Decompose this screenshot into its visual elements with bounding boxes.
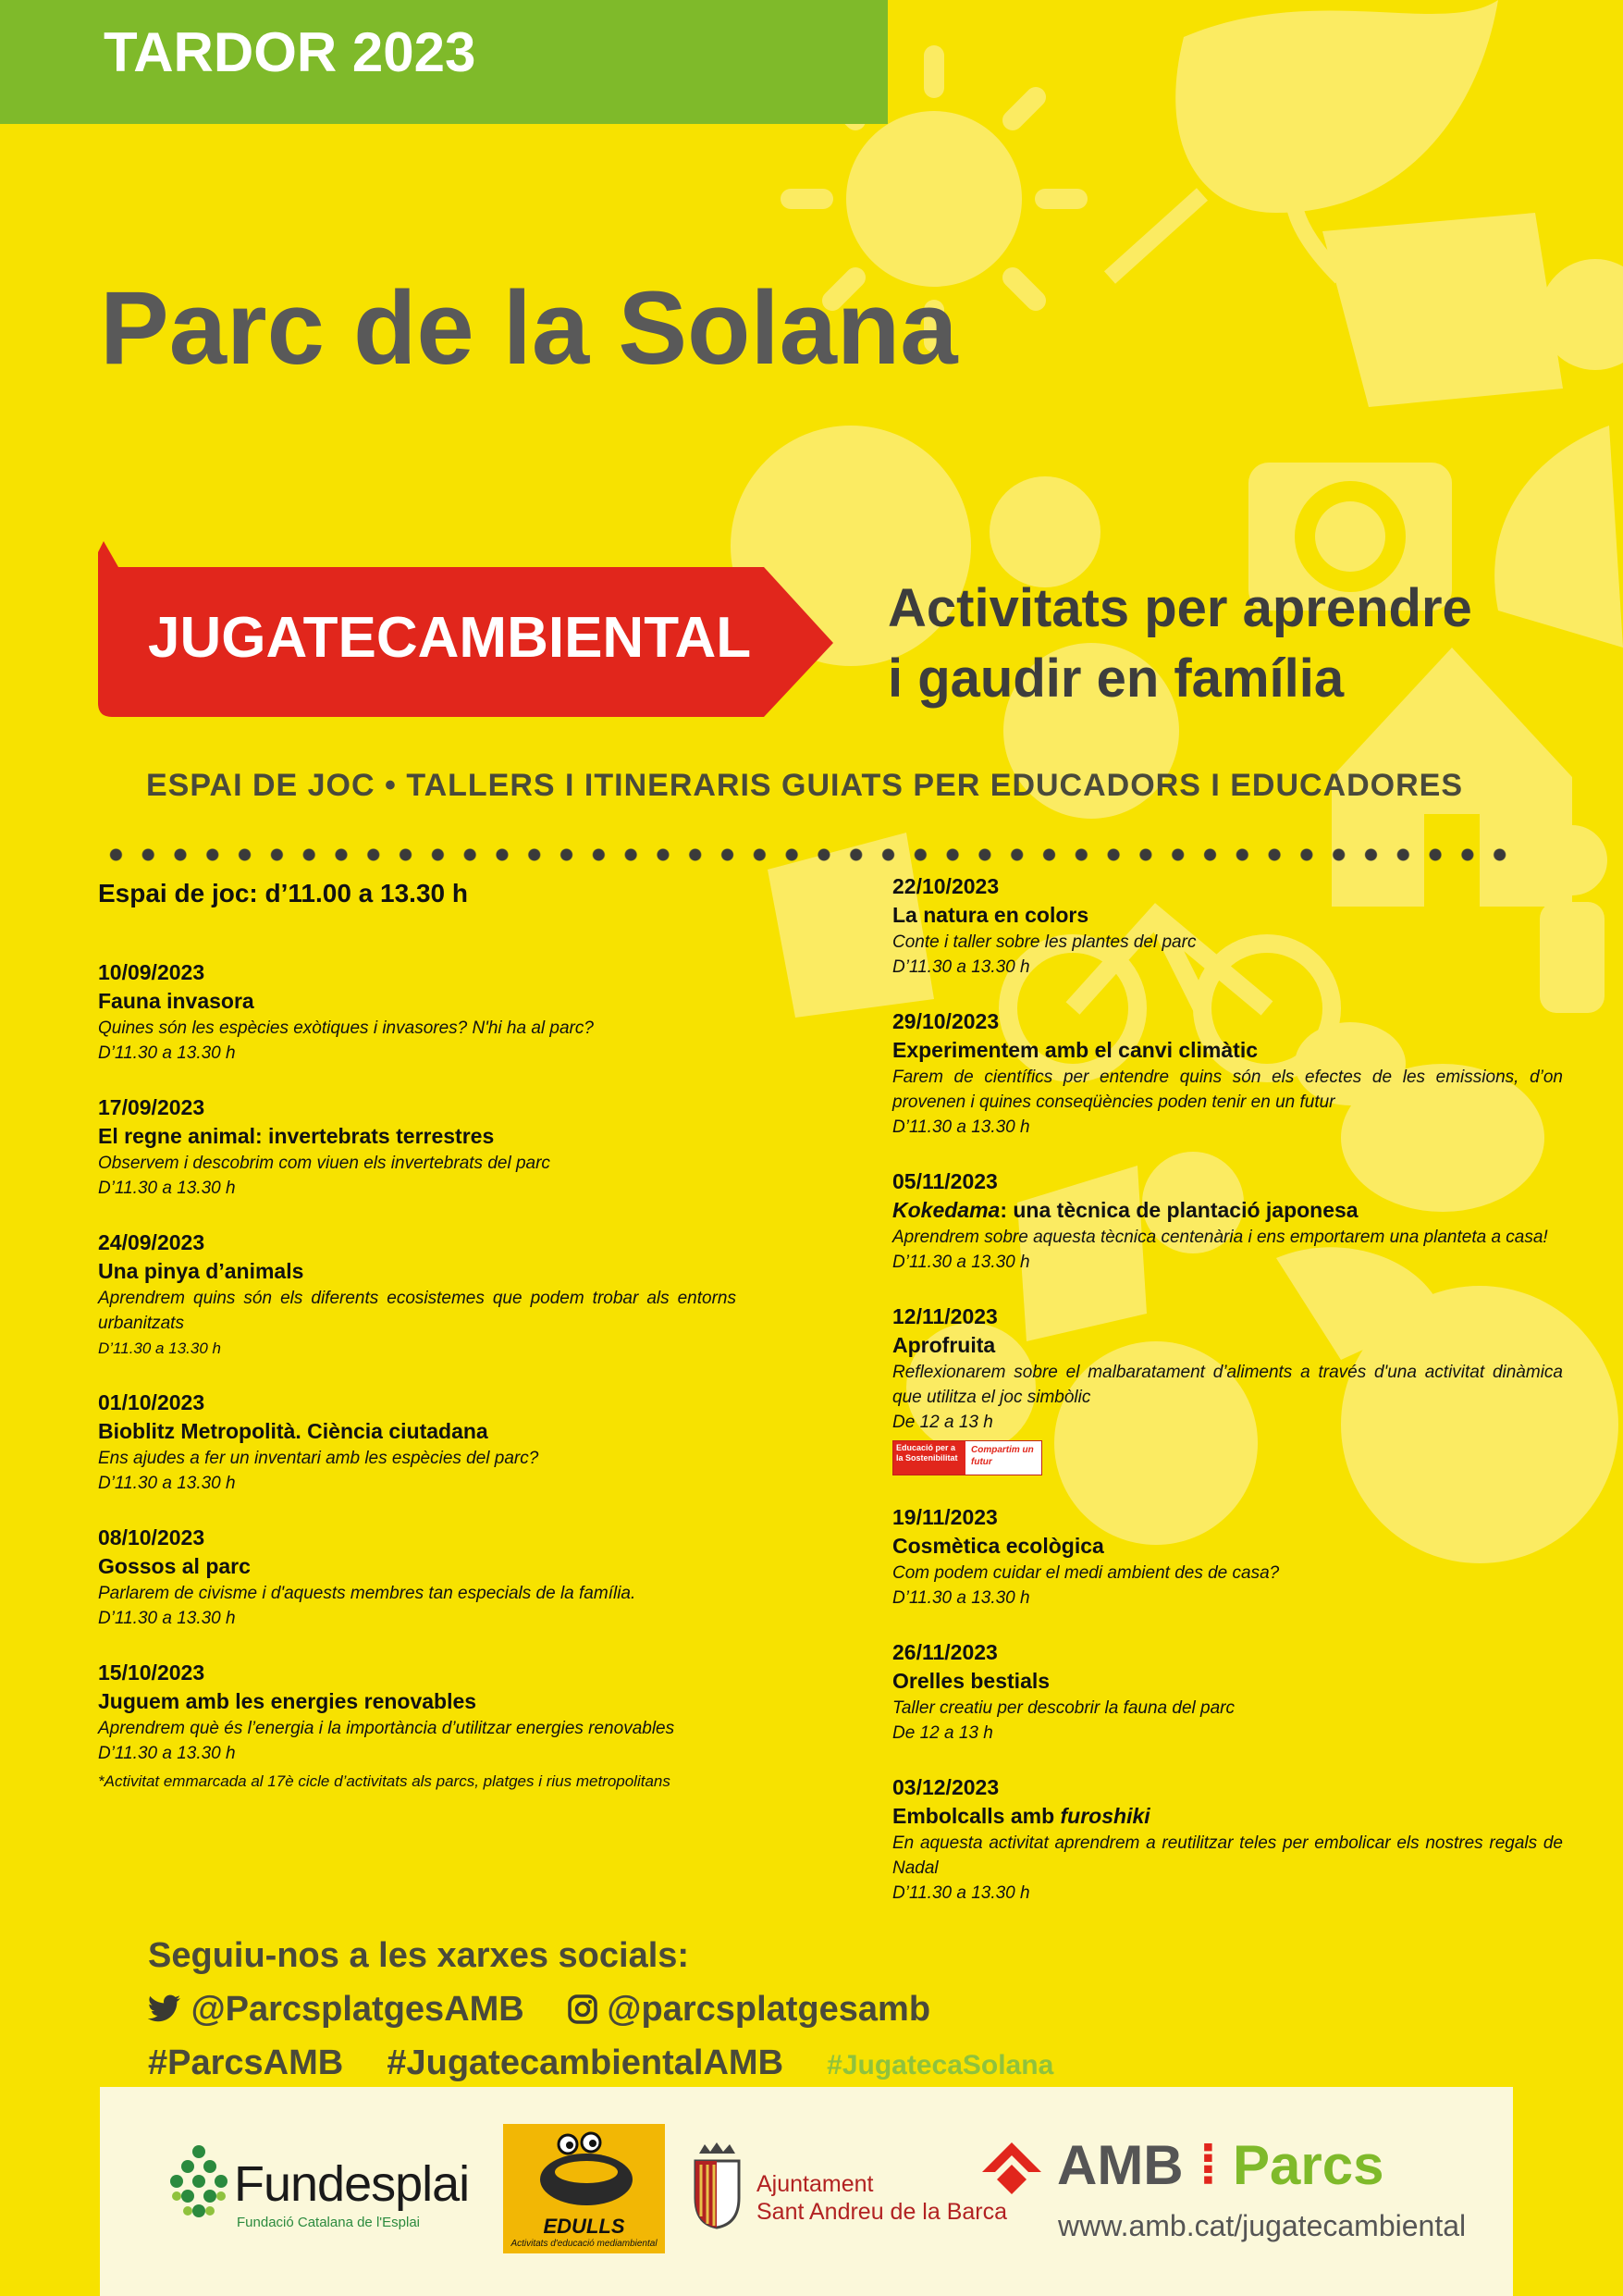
social-accounts	[148, 1982, 1053, 2036]
badge-slogan: Compartim un futur	[971, 1445, 1034, 1467]
event-item	[892, 1773, 1563, 1906]
event-description: En aquesta activitat aprendrem a reutilitzar teles per embolicar els nostres regals de Nadal	[892, 1833, 1563, 1878]
event-title: Gossos al parc	[98, 1554, 251, 1578]
event-title-pre: Embolcalls amb	[892, 1804, 1061, 1828]
edulls-logo	[503, 2124, 665, 2253]
event-time: De 12 a 13 h	[892, 1413, 993, 1432]
event-description: Aprendrem què és l’energia i la importància d’utilitzar energies renovables	[98, 1719, 675, 1738]
event-item	[892, 1302, 1563, 1475]
event-time: D’11.30 a 13.30 h	[892, 957, 1030, 977]
event-item	[98, 958, 736, 1066]
amb-url-link[interactable]: www.amb.cat/jugatecambiental	[1058, 2209, 1467, 2242]
event-item	[98, 1524, 736, 1631]
event-date: 29/10/2023	[892, 1009, 1000, 1033]
event-title: Orelles bestials	[892, 1669, 1051, 1693]
event-time: D’11.30 a 13.30 h	[98, 1179, 236, 1198]
page-title: Parc de la Solana	[100, 270, 958, 386]
event-date: 05/11/2023	[892, 1169, 998, 1193]
hashtag[interactable]: #JugatecambientalAMB	[387, 2043, 784, 2082]
event-description: Taller creatiu per descobrir la fauna del parc	[892, 1698, 1235, 1718]
event-time: D’11.30 a 13.30 h	[892, 1883, 1030, 1903]
event-date: 24/09/2023	[98, 1230, 205, 1254]
event-title-rest: : una tècnica de plantació japonesa	[1000, 1198, 1359, 1222]
event-title: Experimentem amb el canvi climàtic	[892, 1038, 1259, 1062]
ajuntament-shield-icon	[692, 2142, 743, 2230]
event-item	[892, 1503, 1563, 1611]
event-title: El regne animal: invertebrats terrestres	[98, 1124, 495, 1148]
subtitle	[888, 574, 1554, 714]
amb-parcs-logo	[1057, 2133, 1383, 2197]
amb-separator: ⁞	[1199, 2134, 1218, 2196]
edulls-subtitle: Activitats d'educació mediambiental	[510, 2239, 658, 2249]
event-title: Cosmètica ecològica	[892, 1534, 1104, 1558]
hashtag[interactable]: #ParcsAMB	[148, 2043, 344, 2082]
event-item	[892, 1638, 1563, 1746]
event-note: *Activitat emmarcada al 17è cicle d’activitats als parcs, platges i rius metropolitans	[98, 1772, 670, 1790]
event-title	[892, 1802, 1563, 1831]
event-item	[98, 1659, 736, 1793]
ajuntament-line-1: Ajuntament	[756, 2171, 874, 2197]
twitter-handle[interactable]: @ParcsplatgesAMB	[191, 1990, 524, 2029]
event-date: 26/11/2023	[892, 1640, 998, 1664]
event-title-emphasis: furoshiki	[1060, 1804, 1150, 1828]
event-description: Quines són les espècies exòtiques i invasores? N'hi ha al parc?	[98, 1018, 594, 1038]
event-time: D’11.30 a 13.30 h	[892, 1253, 1030, 1272]
event-date: 22/10/2023	[892, 874, 1000, 898]
dotted-divider	[100, 845, 1515, 865]
sustainability-badge	[892, 1440, 1042, 1475]
event-description: Parlarem de civisme i d'aquests membres tan especials de la família.	[98, 1584, 636, 1603]
event-time: De 12 a 13 h	[892, 1723, 993, 1743]
banner-label: JUGATECAMBIENTAL	[148, 606, 752, 670]
play-schedule: Espai de joc: d’11.00 a 13.30 h	[98, 879, 468, 907]
event-description: Observem i descobrim com viuen els invertebrats del parc	[98, 1154, 550, 1173]
parcs-label: Parcs	[1232, 2134, 1384, 2196]
event-description: Aprendrem quins són els diferents ecosistemes que podem trobar als entorns urbanitzats	[98, 1289, 736, 1333]
event-time: D’11.30 a 13.30 h	[892, 1588, 1030, 1608]
event-item	[98, 1093, 736, 1201]
event-date: 01/10/2023	[98, 1390, 205, 1414]
event-date: 03/12/2023	[892, 1775, 1000, 1799]
instagram-icon	[568, 1994, 597, 2024]
edulls-mascot-icon	[503, 2124, 665, 2216]
instagram-handle[interactable]: @parcsplatgesamb	[607, 1990, 931, 2029]
event-title: La natura en colors	[892, 903, 1089, 927]
event-title: Fauna invasora	[98, 989, 254, 1013]
subtitle-line-2: i gaudir en família	[888, 648, 1345, 709]
subtitle-line-1: Activitats per aprendre	[888, 578, 1472, 638]
event-time: D’11.30 a 13.30 h	[892, 1117, 1030, 1137]
event-item	[892, 1007, 1563, 1140]
event-time: D’11.30 a 13.30 h	[98, 1609, 236, 1628]
event-time: D’11.30 a 13.30 h	[98, 1744, 236, 1763]
event-title-emphasis: Kokedama	[892, 1198, 1001, 1222]
event-description: Ens ajudes a fer un inventari amb les espècies del parc?	[98, 1449, 539, 1468]
event-description: Com podem cuidar el medi ambient des de casa?	[892, 1563, 1280, 1583]
hashtag[interactable]: #JugatecaSolana	[827, 2050, 1054, 2080]
social-hashtags	[148, 2036, 1053, 2092]
event-date: 08/10/2023	[98, 1525, 205, 1549]
event-date: 15/10/2023	[98, 1660, 205, 1685]
event-date: 17/09/2023	[98, 1095, 205, 1119]
events-left-column	[98, 958, 736, 1821]
badge-program: Educació per a la Sostenibilitat	[893, 1441, 965, 1475]
twitter-icon	[148, 1994, 181, 2024]
event-date: 12/11/2023	[892, 1304, 998, 1328]
event-description: Farem de científics per entendre quins són els efectes de les emissions, d’on provenen i quines conseqüències poden tenir en un futur	[892, 1068, 1563, 1112]
social-section	[148, 1929, 1053, 2092]
event-item	[98, 1228, 736, 1361]
fundesplai-logo	[165, 2142, 234, 2226]
ajuntament-name	[756, 2170, 1007, 2226]
events-right-column	[892, 872, 1563, 1933]
event-title: Una pinya d’animals	[98, 1259, 304, 1283]
edulls-name: EDULLS	[543, 2215, 625, 2238]
sponsor-footer	[100, 2087, 1513, 2296]
social-heading: Seguiu-nos a les xarxes socials:	[148, 1936, 690, 1975]
event-description: Reflexionarem sobre el malbaratament d’aliments a través d'una activitat dinàmica que utilitza el joc simbòlic	[892, 1363, 1563, 1407]
season-header: TARDOR 2023	[0, 0, 888, 124]
event-description: Conte i taller sobre les plantes del parc	[892, 932, 1197, 952]
event-time: D’11.30 a 13.30 h	[98, 1339, 221, 1357]
fundesplai-name: Fundesplai	[234, 2156, 470, 2212]
event-date: 10/09/2023	[98, 960, 205, 984]
event-item	[892, 872, 1563, 980]
event-time: D’11.30 a 13.30 h	[98, 1474, 236, 1493]
event-title	[892, 1196, 1563, 1225]
ajuntament-line-2: Sant Andreu de la Barca	[756, 2199, 1008, 2225]
event-time: D’11.30 a 13.30 h	[98, 1043, 236, 1063]
amb-logo-mark-icon	[978, 2139, 1045, 2205]
amb-label: AMB	[1057, 2134, 1184, 2196]
event-date: 19/11/2023	[892, 1505, 998, 1529]
event-item	[892, 1167, 1563, 1275]
event-description: Aprendrem sobre aquesta tècnica centenària i ens emportarem una planteta a casa!	[892, 1228, 1548, 1247]
event-title: Bioblitz Metropolità. Ciència ciutadana	[98, 1419, 488, 1443]
tagline: ESPAI DE JOC • TALLERS I ITINERARIS GUIATS PER EDUCADORS I EDUCADORES	[146, 768, 1464, 803]
event-title: Aprofruita	[892, 1333, 996, 1357]
event-title: Juguem amb les energies renovables	[98, 1689, 477, 1713]
fundesplai-subtitle: Fundació Catalana de l'Esplai	[237, 2215, 420, 2230]
event-item	[98, 1389, 736, 1496]
